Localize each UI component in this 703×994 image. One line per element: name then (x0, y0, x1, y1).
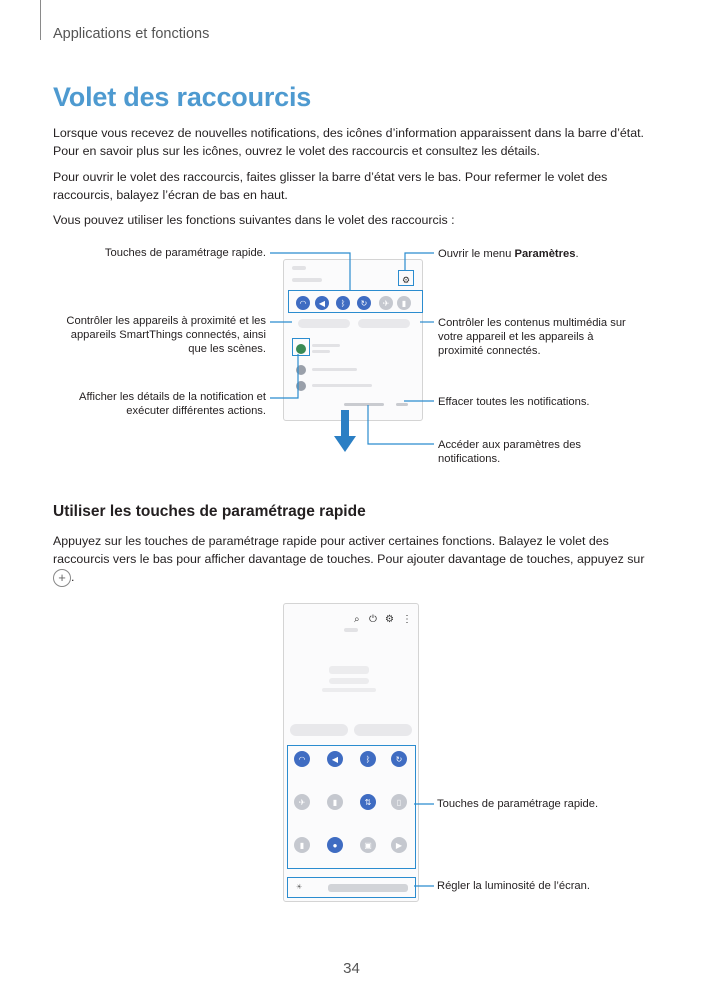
location-icon[interactable]: ● (327, 837, 343, 853)
callout-quick-settings-2: Touches de paramétrage rapide. (437, 798, 599, 810)
screen-record-icon[interactable]: ▶ (391, 837, 407, 853)
rotate-icon[interactable]: ↻ (357, 296, 371, 310)
callout-open-settings: Ouvrir le menu Paramètres. (438, 248, 579, 260)
bluetooth-icon[interactable]: ᛒ (360, 751, 376, 767)
gear-icon[interactable]: ⚙ (402, 275, 411, 285)
rotate-icon[interactable]: ↻ (391, 751, 407, 767)
power-saving-icon[interactable]: ▮ (294, 837, 310, 853)
page-number: 34 (343, 960, 360, 977)
paragraph-quick-settings: Appuyez sur les touches de paramétrage rapide pour activer certaines fonctions. Balayez le volet des raccourcis vers le bas pour afficher davantage de touches. Pour ajouter davantage de touches, appuyez sur + . (53, 534, 645, 585)
section-header: Applications et fonctions (53, 26, 210, 42)
paragraph-open-panel: Pour ouvrir le volet des raccourcis, faites glisser la barre d’état vers le bas. Pour refermer le volet des raccourcis, balayez l’écran de bas en haut. (53, 170, 608, 202)
airplane-icon[interactable]: ✈ (294, 794, 310, 810)
callout-media: Contrôler les contenus multimédia sur votre appareil et les appareils à proximité connectés. (438, 317, 626, 357)
callout-notification-settings: Accéder aux paramètres des notifications. (438, 439, 582, 465)
sound-icon[interactable]: ◀ (327, 751, 343, 767)
power-icon[interactable]: ⏻ (369, 614, 377, 625)
section-heading: Utiliser les touches de paramétrage rapide (53, 503, 366, 520)
callout-quick-settings: Touches de paramétrage rapide. (104, 247, 266, 259)
bluetooth-icon[interactable]: ᛒ (336, 296, 350, 310)
sound-icon[interactable]: ◀ (315, 296, 329, 310)
flashlight-icon[interactable]: ▮ (397, 296, 411, 310)
paragraph-intro: Lorsque vous recevez de nouvelles notifications, des icônes d’information apparaissent dans la barre d’état. Pour en savoir plus sur les icônes, ouvrez le volet des raccourcis et consultez les détails. (53, 126, 644, 158)
callout-brightness: Régler la luminosité de l’écran. (437, 880, 590, 892)
brightness-icon: ☀ (296, 884, 303, 891)
add-icon: + (53, 569, 71, 587)
callout-nearby-devices: Contrôler les appareils à proximité et les appareils SmartThings connectés, ainsi que les scènes. (66, 315, 266, 355)
airplane-icon[interactable]: ✈ (379, 296, 393, 310)
search-icon[interactable]: ⌕ (354, 614, 360, 625)
callout-clear-all: Effacer toutes les notifications. (438, 396, 590, 408)
gear-icon[interactable]: ⚙ (385, 614, 394, 625)
wifi-icon[interactable]: ◠ (294, 751, 310, 767)
paragraph-functions: Vous pouvez utiliser les fonctions suivantes dans le volet des raccourcis : (53, 213, 455, 227)
data-icon[interactable]: ⇅ (360, 794, 376, 810)
callout-notification-details: Afficher les détails de la notification et exécuter différentes actions. (79, 391, 266, 417)
link-icon[interactable]: ▣ (360, 837, 376, 853)
more-icon[interactable]: ⋮ (402, 614, 412, 625)
battery-icon[interactable]: ▯ (391, 794, 407, 810)
wifi-icon[interactable]: ◠ (296, 296, 310, 310)
flashlight-icon[interactable]: ▮ (327, 794, 343, 810)
page-title: Volet des raccourcis (53, 82, 312, 112)
